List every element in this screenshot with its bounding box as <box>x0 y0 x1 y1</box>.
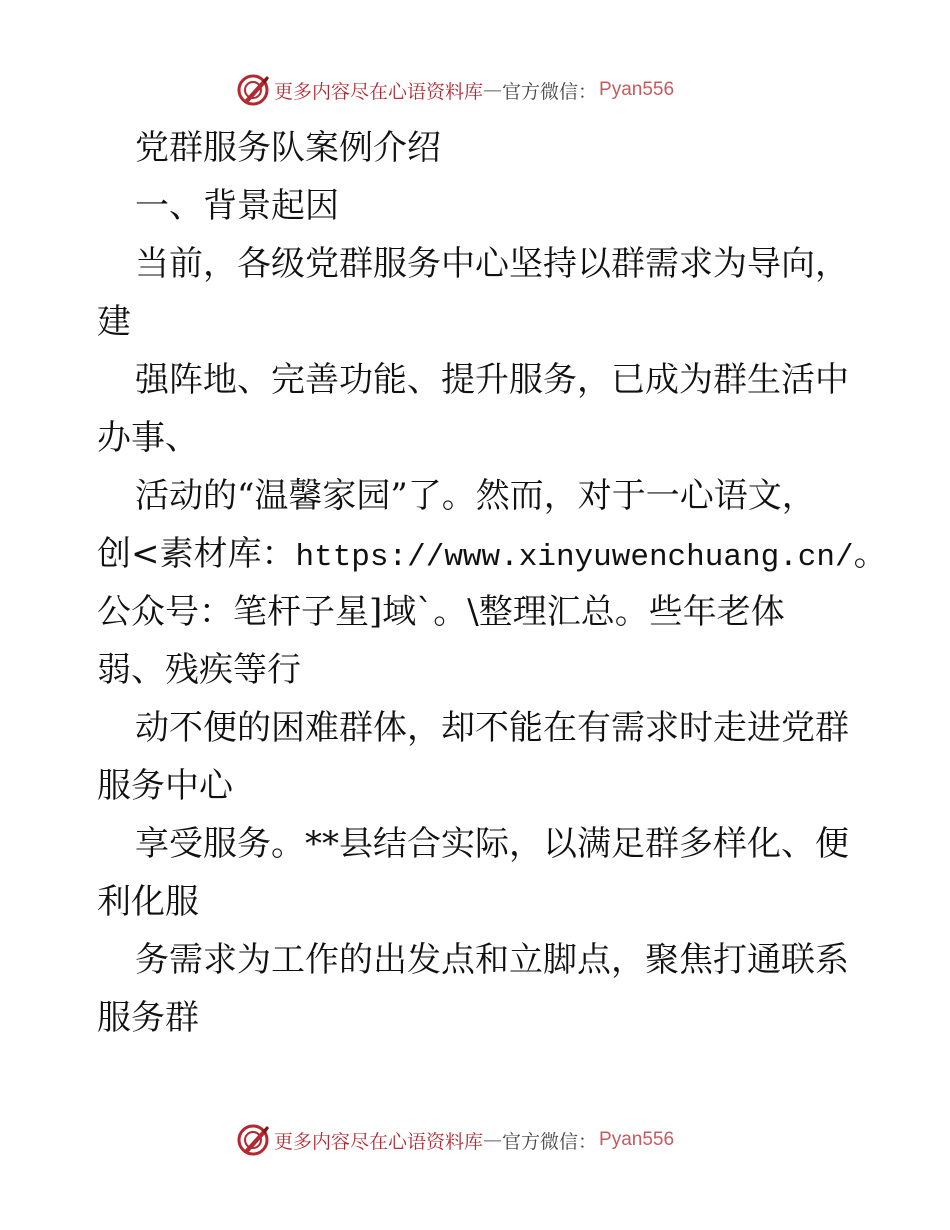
paragraph-line: 办事、 <box>97 418 199 458</box>
banner-wechat-id: Pyan556 <box>599 79 675 100</box>
section-heading: 一、背景起因 <box>135 186 339 226</box>
paragraph-line: 创<素材库：https://www.xinyuwenchuang.cn/。 <box>97 534 888 575</box>
document-title: 党群服务队案例介绍 <box>135 128 441 168</box>
footer-watermark <box>236 1120 674 1160</box>
paragraph-line: 享受服务。**县结合实际，以满足群多样化、便 <box>135 824 849 864</box>
paragraph-line: 强阵地、完善功能、提升服务，已成为群生活中 <box>135 360 849 400</box>
paragraph-line: 动不便的困难群体，却不能在有需求时走进党群 <box>135 708 849 748</box>
header-watermark-banner <box>0 70 950 110</box>
paragraph-line: 当前，各级党群服务中心坚持以群需求为导向， <box>135 244 849 284</box>
banner-wechat-label: 官方微信： <box>502 80 598 103</box>
paragraph-line: 服务群 <box>97 998 199 1038</box>
paragraph-line: 活动的“温馨家园”了。然而，对于一心语文， <box>135 476 816 516</box>
header-watermark <box>236 70 674 110</box>
paragraph-line: 利化服 <box>97 882 199 922</box>
paragraph-line: 公众号：笔杆子星]域`。\整理汇总。些年老体 <box>97 592 785 632</box>
paragraph-line: 弱、残疾等行 <box>97 650 301 690</box>
banner-site-name: 更多内容尽在心语资料库 <box>274 80 484 103</box>
footer-watermark-banner <box>0 1120 950 1160</box>
banner-wechat-label: 官方微信： <box>502 1130 598 1153</box>
banner-separator: — <box>483 79 503 101</box>
banner-separator: — <box>483 1129 503 1151</box>
banner-wechat-id: Pyan556 <box>599 1129 675 1150</box>
pen-logo-icon <box>236 73 270 107</box>
paragraph-line: 服务中心 <box>97 766 233 806</box>
paragraph-line: 务需求为工作的出发点和立脚点，聚焦打通联系 <box>135 940 849 980</box>
pen-logo-icon <box>236 1123 270 1157</box>
banner-site-name: 更多内容尽在心语资料库 <box>274 1130 484 1153</box>
paragraph-line: 建 <box>97 302 131 342</box>
